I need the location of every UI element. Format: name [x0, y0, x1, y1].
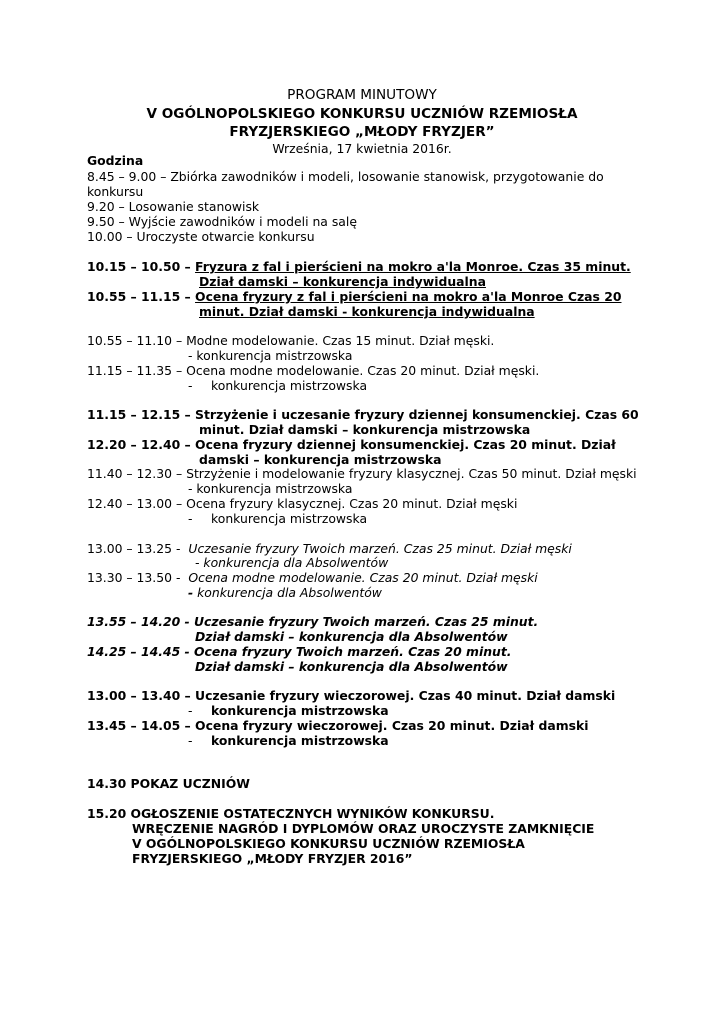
schedule-line [188, 378, 367, 393]
final-line: V OGÓLNOPOLSKIEGO KONKURSU UCZNIÓW RZEMIOSŁA [132, 836, 525, 851]
time-range: 13.00 – 13.25 - [87, 541, 185, 556]
intro-line: 9.20 – Losowanie stanowisk [87, 199, 260, 214]
event-text: konkurencja mistrzowska [211, 733, 389, 748]
bullet-dash: - [188, 733, 193, 748]
intro-line: 9.50 – Wyjście zawodników i modeli na salę [87, 214, 357, 229]
schedule-line [87, 289, 621, 304]
schedule-line: 13.00 – 13.40 – Uczesanie fryzury wieczorowej. Czas 40 minut. Dział damski [87, 688, 616, 703]
schedule-line: damski – konkurencja mistrzowska [199, 452, 442, 467]
schedule-line [188, 733, 389, 748]
schedule-line: 13.55 – 14.20 - Uczesanie fryzury Twoich marzeń. Czas 25 minut. [87, 614, 539, 629]
schedule-line: minut. Dział damski - konkurencja indywidualna [199, 304, 535, 319]
schedule-line [87, 259, 631, 274]
schedule-line [188, 703, 389, 718]
schedule-line: 13.45 – 14.05 – Ocena fryzury wieczorowej. Czas 20 minut. Dział damski [87, 718, 589, 733]
schedule-line: - konkurencja mistrzowska [188, 481, 353, 496]
event-text: konkurencja dla Absolwentów [193, 585, 382, 600]
intro-line: 8.45 – 9.00 – Zbiórka zawodników i modeli, losowanie stanowisk, przygotowanie do [87, 169, 604, 184]
schedule-line: - konkurencja dla Absolwentów [195, 555, 389, 570]
schedule-line: 11.15 – 11.35 – Ocena modne modelowanie. Czas 20 minut. Dział męski. [87, 363, 540, 378]
schedule-line: 12.40 – 13.00 – Ocena fryzury klasycznej. Czas 20 minut. Dział męski [87, 496, 518, 511]
schedule-line: 10.55 – 11.10 – Modne modelowanie. Czas 15 minut. Dział męski. [87, 333, 495, 348]
time-range: 10.55 – 11.15 – [87, 289, 196, 304]
bullet-dash: - [188, 378, 193, 393]
pokaz-line: 14.30 POKAZ UCZNIÓW [87, 776, 250, 791]
schedule-line: 11.15 – 12.15 – Strzyżenie i uczesanie fryzury dziennej konsumenckiej. Czas 60 [87, 407, 639, 422]
schedule-line [188, 585, 382, 600]
bullet-dash: - [188, 585, 194, 600]
schedule-line: Dział damski – konkurencja indywidualna [199, 274, 486, 289]
bullet-dash: - [188, 511, 193, 526]
time-range: 10.15 – 10.50 – [87, 259, 196, 274]
intro-line: konkursu [87, 184, 144, 199]
event-text: Ocena fryzury z fal i pierścieni na mokro a'la Monroe Czas 20 [195, 289, 622, 304]
final-line: 15.20 OGŁOSZENIE OSTATECZNYCH WYNIKÓW KONKURSU. [87, 806, 495, 821]
title-line-2: FRYZJERSKIEGO „MŁODY FRYZJER” [229, 124, 495, 140]
schedule-line [188, 511, 367, 526]
time-range: 13.30 – 13.50 - [87, 570, 185, 585]
bullet-dash: - [188, 703, 193, 718]
schedule-line [87, 541, 572, 556]
event-text: konkurencja mistrzowska [211, 378, 368, 393]
schedule-line: 14.25 – 14.45 - Ocena fryzury Twoich marzeń. Czas 20 minut. [87, 644, 512, 659]
schedule-line: 12.20 – 12.40 – Ocena fryzury dziennej konsumenckiej. Czas 20 minut. Dział [87, 437, 616, 452]
schedule-line: minut. Dział damski – konkurencja mistrzowska [199, 422, 531, 437]
event-text: konkurencja mistrzowska [211, 703, 389, 718]
event-text: Fryzura z fal i pierścieni na mokro a'la Monroe. Czas 35 minut. [195, 259, 631, 274]
schedule-line: Dział damski – konkurencja dla Absolwentów [195, 659, 508, 674]
event-text: konkurencja mistrzowska [211, 511, 368, 526]
final-line: FRYZJERSKIEGO „MŁODY FRYZJER 2016” [132, 851, 413, 866]
event-text: Uczesanie fryzury Twoich marzeń. Czas 25 minut. Dział męski [188, 541, 572, 556]
schedule-line: Dział damski – konkurencja dla Absolwentów [195, 629, 508, 644]
intro-line: 10.00 – Uroczyste otwarcie konkursu [87, 229, 315, 244]
final-line: WRĘCZENIE NAGRÓD I DYPLOMÓW ORAZ UROCZYSTE ZAMKNIĘCIE [132, 821, 595, 836]
schedule-line [87, 570, 538, 585]
program-heading: PROGRAM MINUTOWY [287, 87, 437, 103]
event-text: Ocena modne modelowanie. Czas 20 minut. Dział męski [188, 570, 538, 585]
schedule-line: 11.40 – 12.30 – Strzyżenie i modelowanie fryzury klasycznej. Czas 50 minut. Dział męski [87, 466, 637, 481]
title-line-1: V OGÓLNOPOLSKIEGO KONKURSU UCZNIÓW RZEMIOSŁA [146, 106, 578, 122]
place-date: Września, 17 kwietnia 2016r. [272, 141, 452, 156]
schedule-line: - konkurencja mistrzowska [188, 348, 353, 363]
godzina-label: Godzina [87, 153, 144, 168]
